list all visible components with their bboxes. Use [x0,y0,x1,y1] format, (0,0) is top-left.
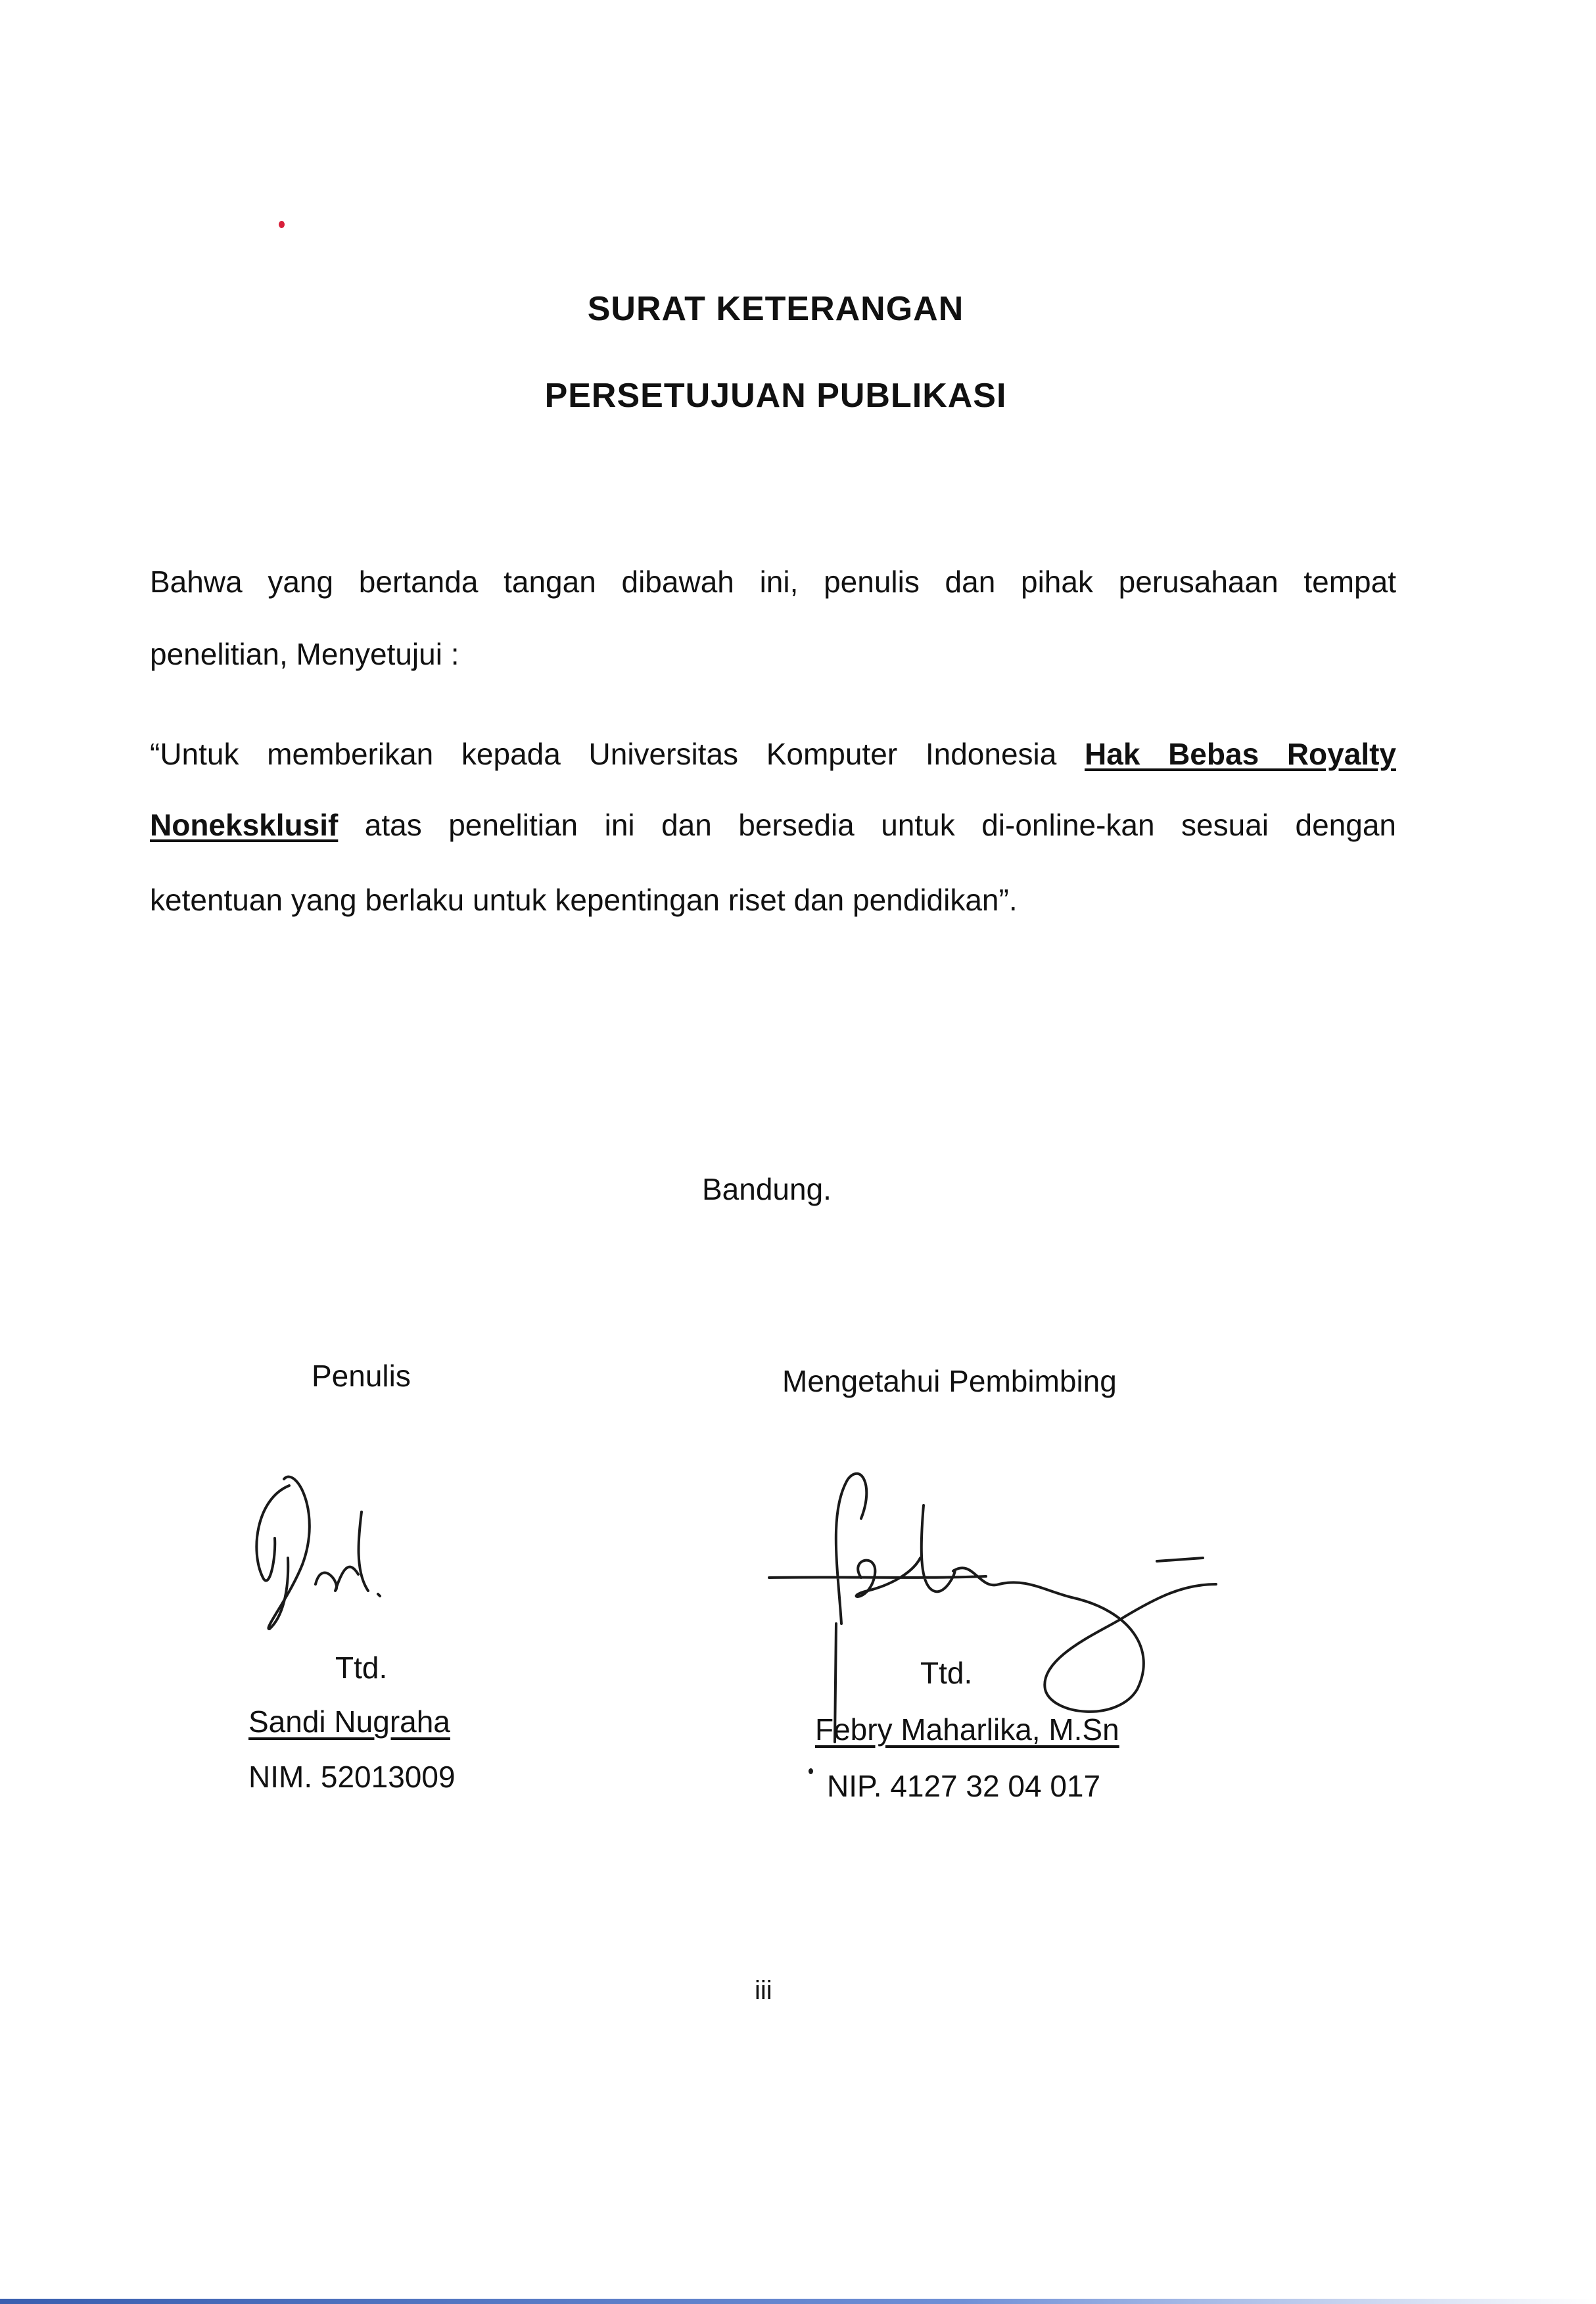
paragraph1-line2: penelitian, Menyetujui : [150,637,459,671]
ink-dot [809,1768,813,1774]
right-signatory-role: Mengetahui Pembimbing [782,1364,1117,1398]
writer-name: Sandi Nugraha [248,1704,450,1739]
paragraph2-line2 [150,810,1396,840]
scan-edge [0,2299,1596,2304]
paragraph2-line1 [150,739,1396,769]
red-ink-speck [279,221,285,228]
document-subtitle: PERSETUJUAN PUBLIKASI [544,377,1007,415]
paragraph2-text: atas penelitian ini dan bersedia untuk di-online-kan sesuai dengan [364,808,1396,842]
paragraph1-line1: Bahwa yang bertanda tangan dibawah ini, penulis dan pihak perusahaan tempat [150,565,1396,599]
paragraph2-line3: ketentuan yang berlaku untuk kepentingan riset dan pendidikan”. [150,883,1018,917]
left-signatory-role: Penulis [312,1359,411,1393]
advisor-nip: NIP. 4127 32 04 017 [827,1769,1101,1803]
document-title: SURAT KETERANGAN [587,290,964,328]
writer-signature [243,1459,414,1643]
place-label: Bandung. [702,1172,832,1206]
royalty-term: Hak Bebas Royalty [1085,737,1396,771]
right-ttd-label: Ttd. [920,1656,973,1690]
page-number: iii [755,1976,772,2005]
paragraph2-text: “Untuk memberikan kepada Universitas Komputer Indonesia [150,737,1057,771]
left-ttd-label: Ttd. [335,1651,388,1685]
writer-nim: NIM. 52013009 [248,1760,456,1794]
nonexclusive-term: Noneksklusif [150,808,339,842]
advisor-name: Febry Maharlika, M.Sn [815,1712,1119,1747]
